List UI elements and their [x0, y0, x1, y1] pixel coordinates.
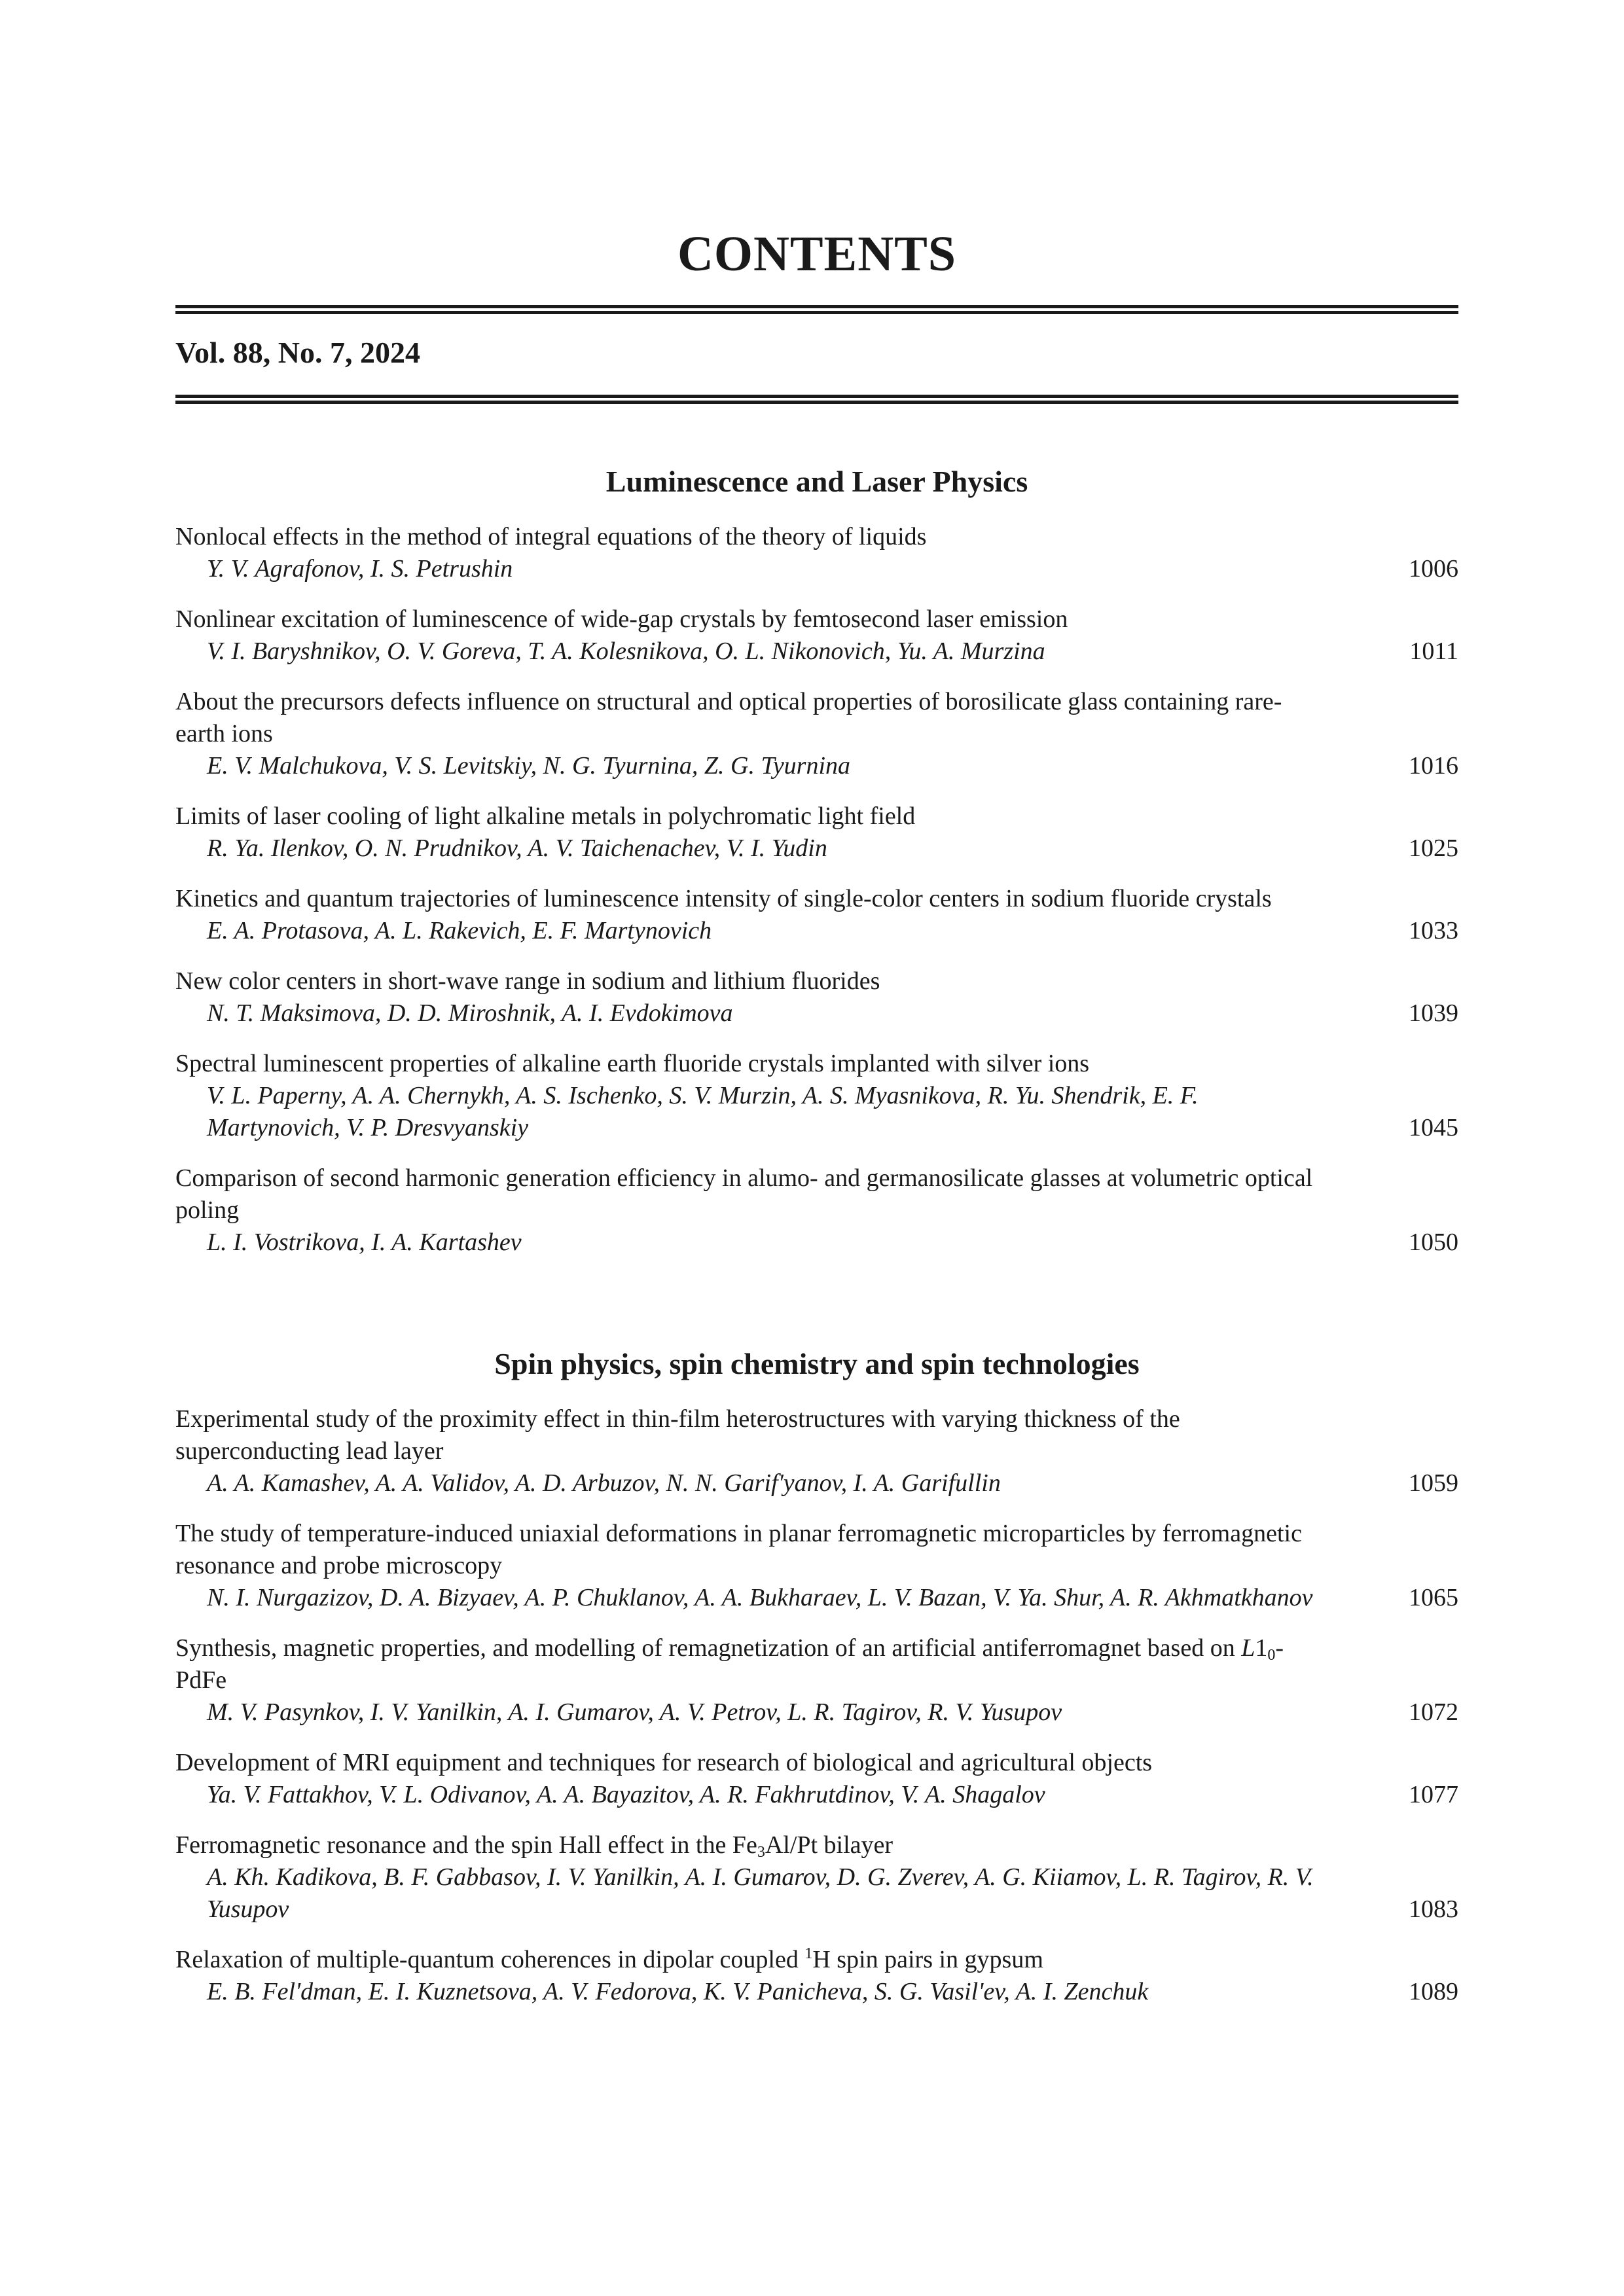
page-number: 1025 — [1409, 834, 1458, 862]
toc-entry[interactable] — [175, 1162, 1458, 1259]
article-authors: V. I. Baryshnikov, O. V. Goreva, T. A. Kolesnikova, O. L. Nikonovich, Yu. A. Murzina — [207, 637, 1045, 665]
article-authors: A. A. Kamashev, A. A. Validov, A. D. Arbuzov, N. N. Garif'yanov, I. A. Garifullin — [207, 1469, 1001, 1497]
page-number: 1039 — [1409, 999, 1458, 1027]
page-title: CONTENTS — [677, 226, 957, 281]
article-title: About the precursors defects influence on structural and optical properties of borosilicate glass containing rare-earth ions — [175, 688, 1282, 747]
article-title: Nonlocal effects in the method of integral equations of the theory of liquids — [175, 523, 927, 550]
article-title: Nonlinear excitation of luminescence of wide-gap crystals by femtosecond laser emission — [175, 605, 1068, 633]
article-authors: M. V. Pasynkov, I. V. Yanilkin, A. I. Gumarov, A. V. Petrov, L. R. Tagirov, R. V. Yusupov — [207, 1698, 1062, 1726]
article-title — [175, 1829, 1458, 1861]
toc-entry[interactable] — [175, 1944, 1458, 2008]
page-number: 1083 — [1409, 1895, 1458, 1923]
article-authors: N. T. Maksimova, D. D. Miroshnik, A. I. Evdokimova — [207, 999, 733, 1027]
article-authors: E. B. Fel'dman, E. I. Kuznetsova, A. V. Fedorova, K. V. Panicheva, S. G. Vasil'ev, A. I. Zenchuk — [207, 1978, 1149, 2005]
toc-entry[interactable] — [175, 1048, 1458, 1144]
toc-entry[interactable] — [175, 1829, 1458, 1926]
toc-entry[interactable] — [175, 603, 1458, 668]
toc-entry[interactable] — [175, 1518, 1458, 1614]
article-authors: L. I. Vostrikova, I. A. Kartashev — [207, 1229, 522, 1256]
article-title: Limits of laser cooling of light alkaline metals in polychromatic light field — [175, 802, 916, 830]
title-subscript: 0 — [1267, 1647, 1276, 1664]
page-number: 1033 — [1409, 917, 1458, 944]
title-text: Al/Pt bilayer — [765, 1831, 893, 1859]
title-text: Ferromagnetic resonance and the spin Hall effect in the Fe — [175, 1831, 757, 1859]
article-title: The study of temperature-induced uniaxial deformations in planar ferromagnetic microparticles by ferromagnetic resonance and probe microscopy — [175, 1520, 1302, 1579]
article-authors: N. I. Nurgazizov, D. A. Bizyaev, A. P. Chuklanov, A. A. Bukharaev, L. V. Bazan, V. Ya. Shur, A. R. Akhmatkhanov — [207, 1584, 1313, 1611]
top-double-rule — [175, 305, 1458, 314]
page-number: 1065 — [1409, 1584, 1458, 1611]
section-spin-physics — [175, 1344, 1458, 2026]
article-authors: E. V. Malchukova, V. S. Levitskiy, N. G. Tyurnina, Z. G. Tyurnina — [207, 752, 851, 780]
toc-entry[interactable] — [175, 965, 1458, 1030]
article-authors: V. L. Paperny, A. A. Chernykh, A. S. Ischenko, S. V. Murzin, A. S. Myasnikova, R. Yu. Shendrik, E. F. Martynovich, V. P. Dresvyanskiy — [207, 1082, 1199, 1141]
page-number: 1016 — [1409, 752, 1458, 780]
toc-entry[interactable] — [175, 1747, 1458, 1811]
title-superscript: 1 — [804, 1945, 813, 1962]
bottom-double-rule — [175, 395, 1458, 404]
page-number: 1006 — [1409, 555, 1458, 583]
article-title — [175, 1944, 1458, 1976]
toc-entry[interactable] — [175, 800, 1458, 865]
page-number: 1011 — [1409, 637, 1458, 665]
page-number: 1077 — [1409, 1781, 1458, 1808]
page-number: 1059 — [1409, 1469, 1458, 1497]
article-authors: Y. V. Agrafonov, I. S. Petrushin — [207, 555, 513, 583]
title-italic-letter: L — [1241, 1634, 1255, 1662]
article-title: Kinetics and quantum trajectories of luminescence intensity of single-color centers in sodium fluoride crystals — [175, 885, 1272, 912]
title-text: H spin pairs in gypsum — [812, 1946, 1043, 1973]
article-title: Experimental study of the proximity effect in thin-film heterostructures with varying thickness of the superconducting lead layer — [175, 1405, 1180, 1465]
page-number: 1089 — [1409, 1978, 1458, 2005]
toc-entry[interactable] — [175, 521, 1458, 585]
section-luminescence — [175, 462, 1458, 1277]
title-text: -PdFe — [175, 1634, 1284, 1694]
page-number: 1072 — [1409, 1698, 1458, 1726]
article-title: Development of MRI equipment and techniques for research of biological and agricultural objects — [175, 1749, 1153, 1776]
article-authors: E. A. Protasova, A. L. Rakevich, E. F. Martynovich — [207, 917, 712, 944]
volume-info: Vol. 88, No. 7, 2024 — [175, 336, 420, 369]
section-title: Luminescence and Laser Physics — [605, 465, 1028, 498]
toc-entry[interactable] — [175, 686, 1458, 782]
section-title: Spin physics, spin chemistry and spin technologies — [494, 1347, 1140, 1380]
title-subscript: 3 — [757, 1844, 765, 1861]
article-authors: Ya. V. Fattakhov, V. L. Odivanov, A. A. Bayazitov, A. R. Fakhrutdinov, V. A. Shagalov — [207, 1781, 1045, 1808]
article-authors: A. Kh. Kadikova, B. F. Gabbasov, I. V. Yanilkin, A. I. Gumarov, D. G. Zverev, A. G. Kiiamov, L. R. Tagirov, R. V. Yusupov — [207, 1863, 1314, 1923]
toc-entry[interactable] — [175, 883, 1458, 947]
article-title: Spectral luminescent properties of alkaline earth fluoride crystals implanted with silver ions — [175, 1050, 1090, 1077]
page-number: 1045 — [1409, 1114, 1458, 1141]
page-number: 1050 — [1409, 1229, 1458, 1256]
toc-entry[interactable] — [175, 1403, 1458, 1499]
toc-entry[interactable] — [175, 1632, 1458, 1729]
title-text: 1 — [1255, 1634, 1268, 1662]
title-text: Relaxation of multiple-quantum coherences in dipolar coupled — [175, 1946, 805, 1973]
article-title — [175, 1632, 1458, 1696]
title-text: Synthesis, magnetic properties, and modelling of remagnetization of an artificial antiferromagnet based on — [175, 1634, 1242, 1662]
article-title: New color centers in short-wave range in sodium and lithium fluorides — [175, 967, 880, 995]
article-title: Comparison of second harmonic generation efficiency in alumo- and germanosilicate glasses at volumetric optical poling — [175, 1164, 1313, 1224]
article-authors: R. Ya. Ilenkov, O. N. Prudnikov, A. V. Taichenachev, V. I. Yudin — [207, 834, 827, 862]
